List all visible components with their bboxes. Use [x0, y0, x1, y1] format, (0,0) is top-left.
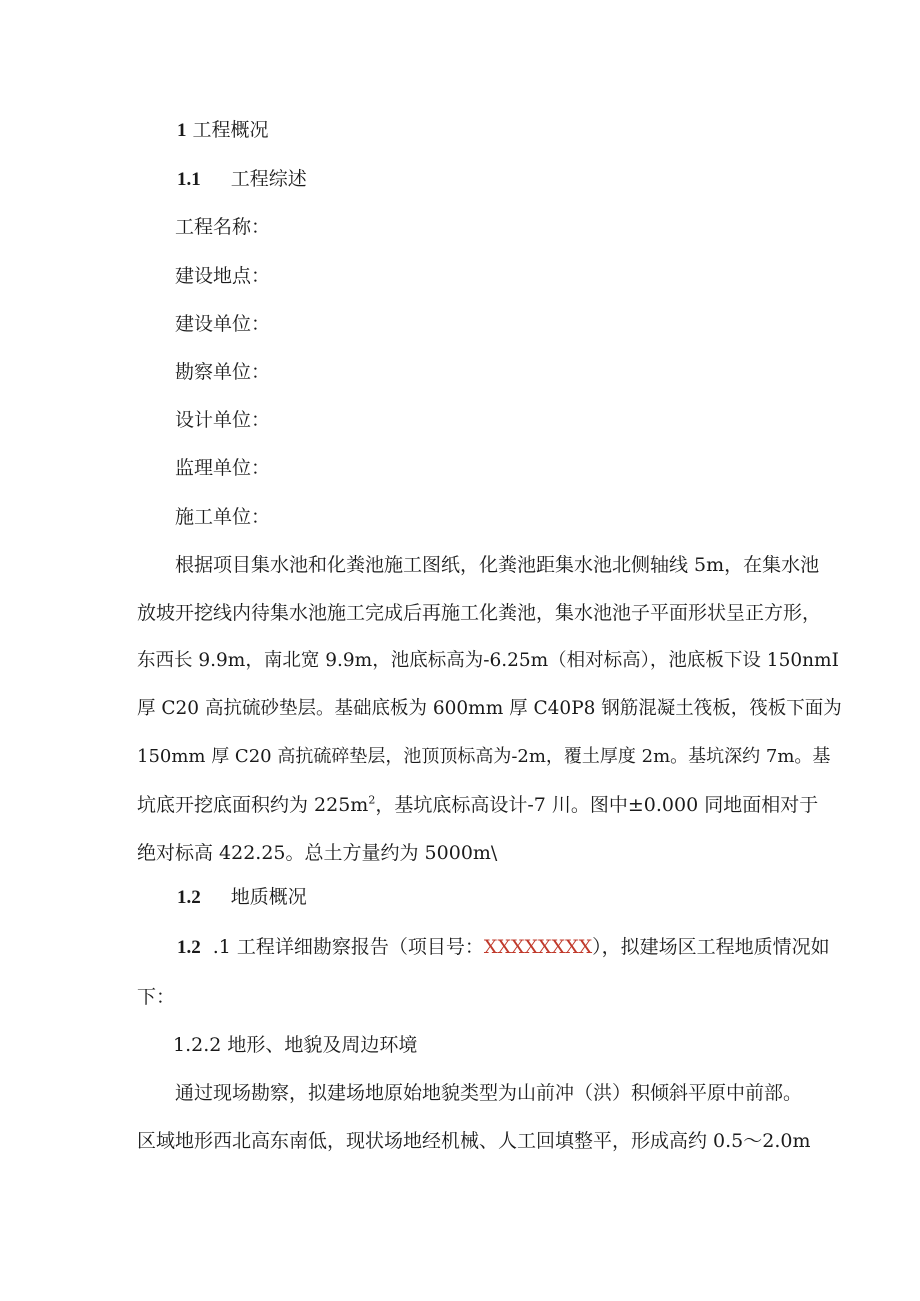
heading-1-1	[177, 167, 307, 192]
paragraph-1-line-1: 根据项目集水池和化粪池施工图纸，化粪池距集水池北侧轴线 5m，在集水池	[175, 554, 820, 576]
heading-1-2-1	[177, 935, 830, 960]
heading-1-2-1-number: 1.2	[177, 937, 201, 958]
field-project-name: 工程名称：	[175, 216, 271, 238]
paragraph-1-line-3: 东西长 9.9m，南北宽 9.9m，池底标高为-6.25m（相对标高），池底板下设 150nmI	[137, 650, 839, 671]
heading-1-number: 1	[177, 120, 187, 141]
heading-1-2-1-continuation: 下：	[137, 986, 176, 1008]
field-construction-unit: 建设单位：	[175, 313, 271, 335]
heading-1-2-number: 1.2	[177, 887, 201, 908]
paragraph-2-line-2: 区域地形西北高东南低，现状场地经机械、人工回填整平，形成高约 0.5～2.0m	[137, 1130, 811, 1152]
paragraph-1-line-5: 150mm 厚 C20 高抗硫碎垫层，池顶顶标高为-2m，覆土厚度 2m。基坑深约 7m。基	[137, 746, 831, 767]
paragraph-1-line-4: 厚 C20 高抗硫砂垫层。基础底板为 600mm 厚 C40P8 钢筋混凝土筏板，筏板下面为	[137, 698, 842, 719]
paragraph-1-line-6-part-a: 坑底开挖底面积约为 225m	[137, 794, 369, 816]
heading-1-2	[177, 885, 307, 910]
field-design-unit: 设计单位：	[175, 409, 271, 431]
field-construction-site: 建设地点：	[175, 265, 271, 287]
paragraph-1-line-6	[137, 793, 847, 817]
field-contractor-unit: 施工单位：	[175, 506, 271, 528]
heading-1-title: 工程概况	[192, 119, 269, 141]
field-supervision-unit: 监理单位：	[175, 457, 271, 479]
field-survey-unit: 勘察单位：	[175, 361, 271, 383]
paragraph-2-line-1: 通过现场勘察，拟建场地原始地貌类型为山前冲（洪）积倾斜平原中前部。	[175, 1082, 803, 1104]
heading-1	[177, 118, 269, 143]
project-number: XXXXXXXX	[483, 936, 593, 958]
heading-1-1-title: 工程综述	[230, 168, 307, 190]
paragraph-1-line-6-part-b: ，基坑底标高设计-7 川。图中±0.000 同地面相对于	[375, 794, 819, 816]
heading-1-1-number: 1.1	[177, 169, 201, 190]
heading-1-2-1-text-after: ），拟建场区工程地质情况如	[592, 936, 830, 958]
paragraph-1-line-2: 放坡开挖线内待集水池施工完成后再施工化粪池，集水池池子平面形状呈正方形，	[137, 602, 822, 624]
paragraph-1-line-7: 绝对标高 422.25。总土方量约为 5000m\	[137, 842, 498, 864]
heading-1-2-title: 地质概况	[230, 886, 307, 908]
heading-1-2-1-text-before: .1 工程详细勘察报告（项目号：	[212, 936, 484, 958]
area-superscript: 2	[368, 793, 376, 807]
heading-1-2-2: 1.2.2 地形、地貌及周边环境	[173, 1034, 418, 1056]
